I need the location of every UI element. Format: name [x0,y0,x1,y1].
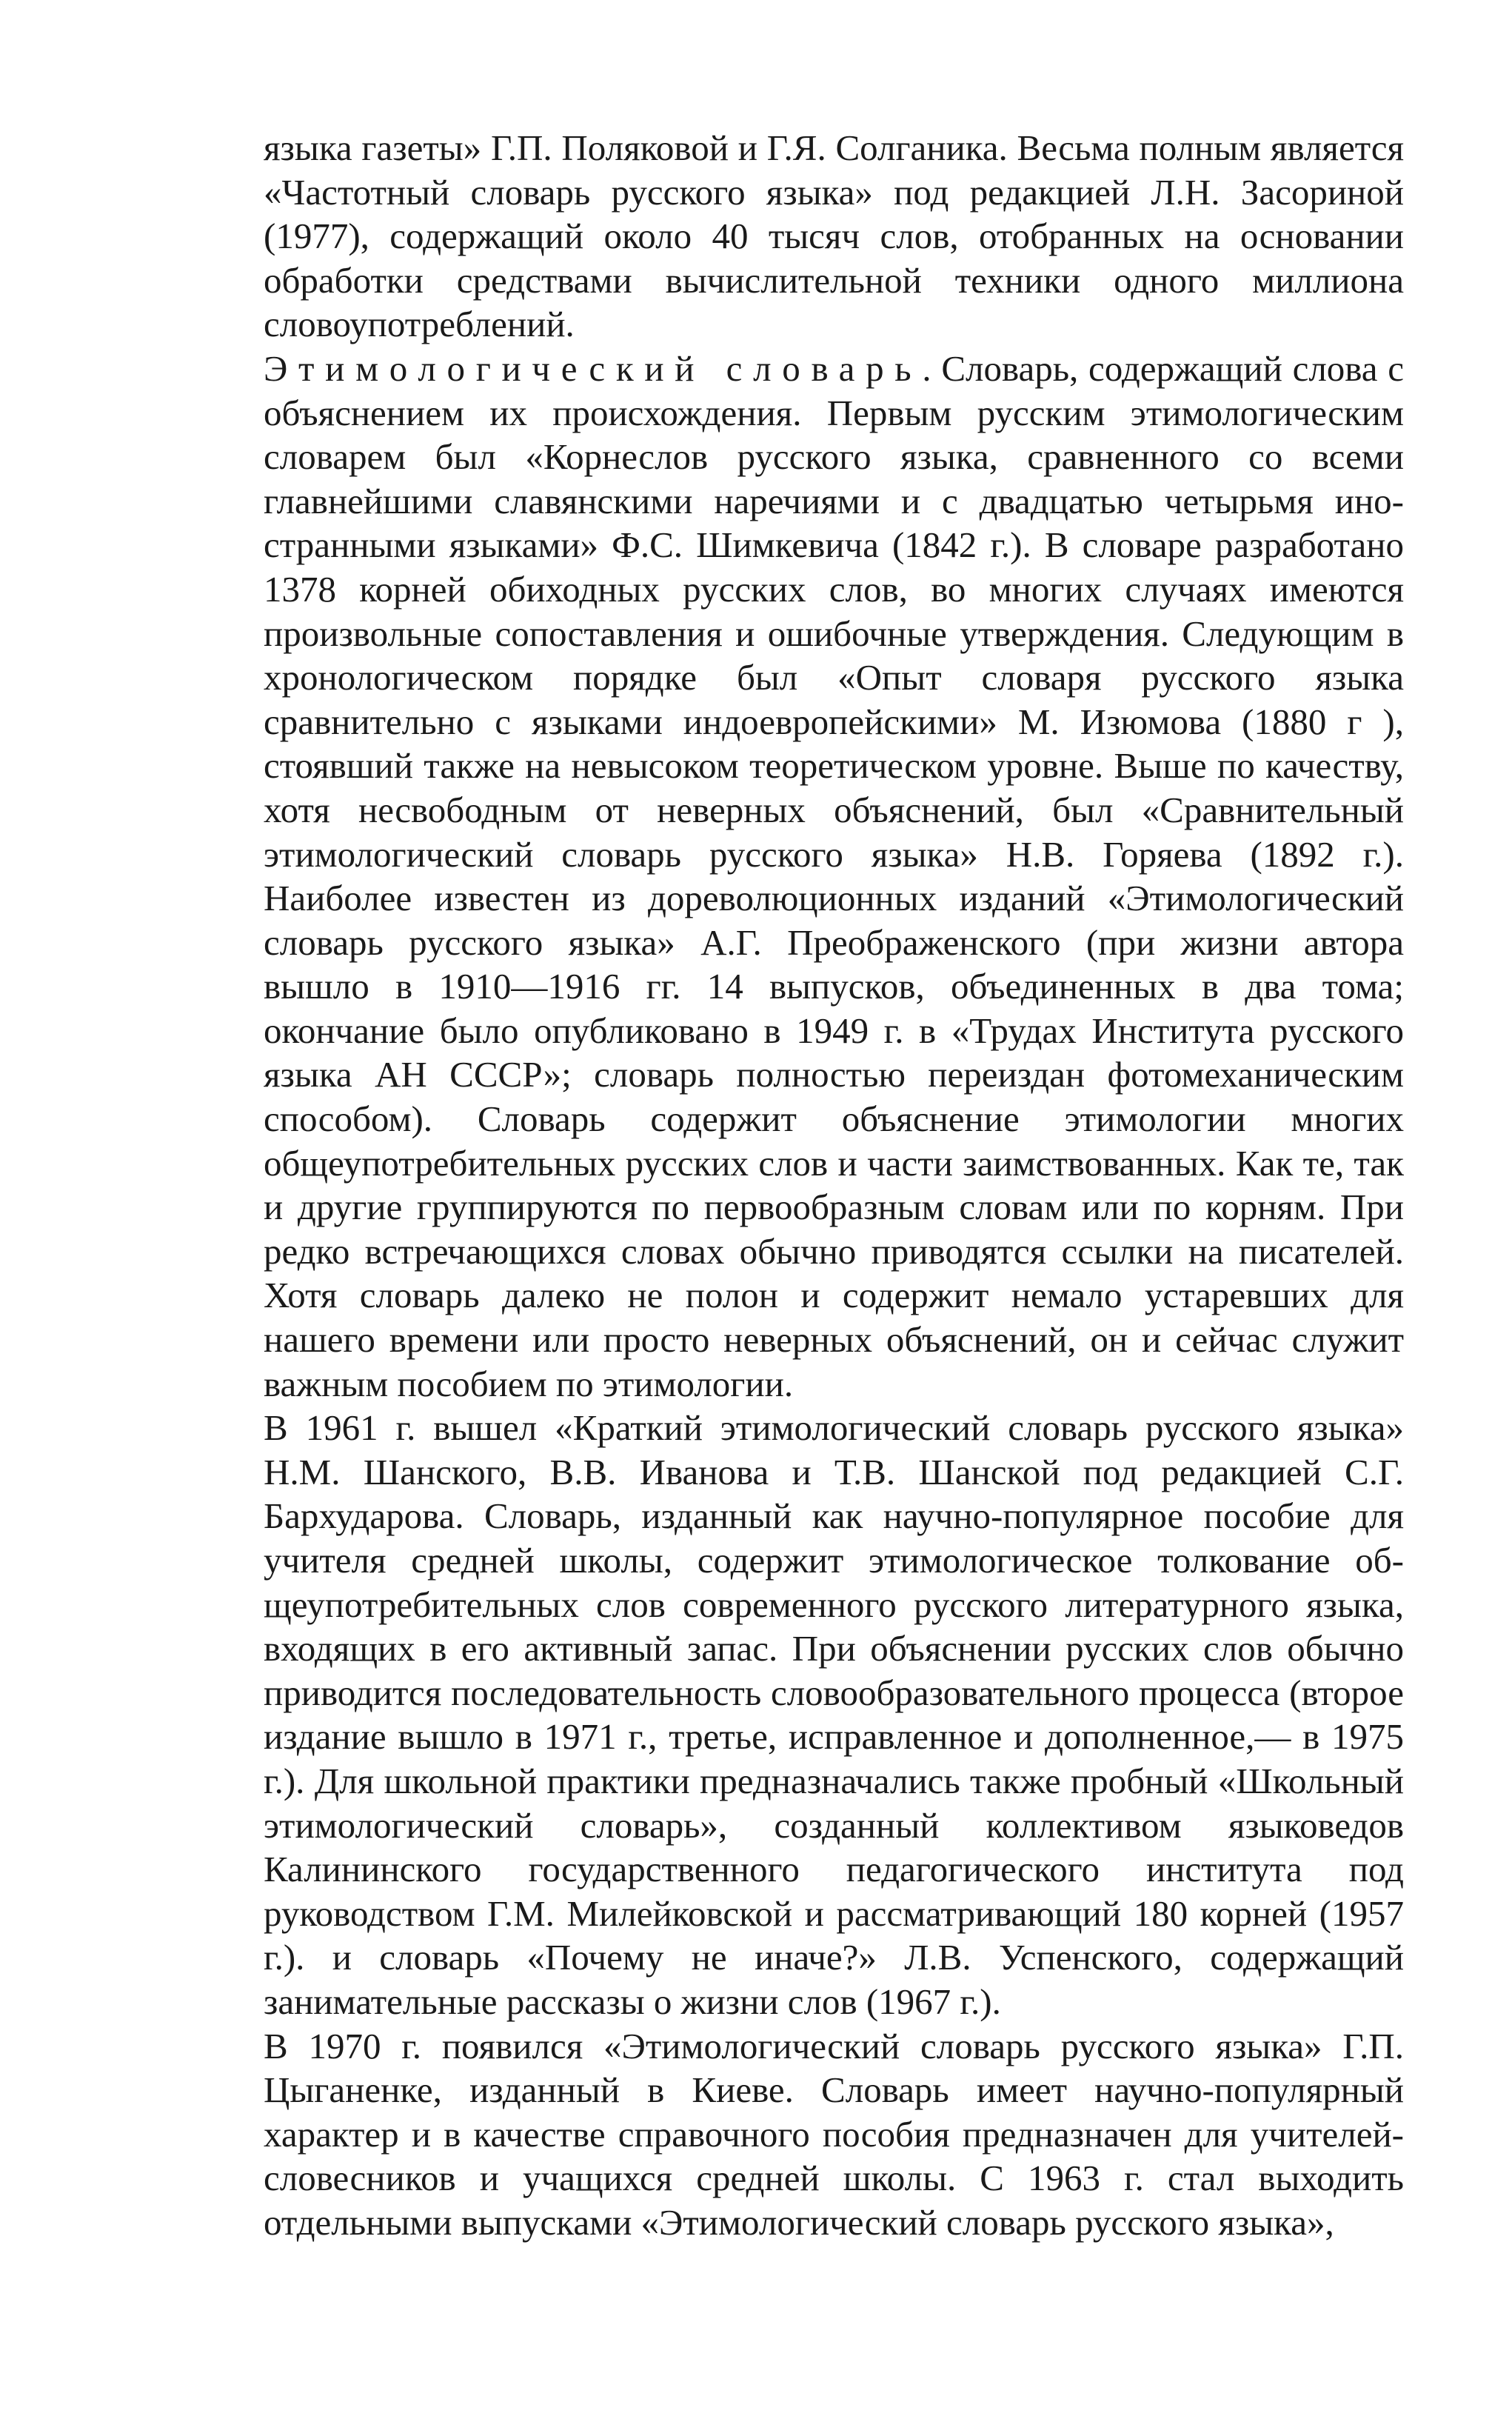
paragraph-etymological-dictionary [264,347,1404,1406]
spaced-term: Этимологический словарь [264,347,923,389]
paragraph-text: В 1970 г. появился «Этимологический словарь русского языка» Г.П. Цыганенке, изданный в Киеве. Словарь имеет научно-популярный характер и в качестве справочного пособия предназначен для учителей-словесников и учащихся средней школы. С 1963 г. стал выходить отдельными выпусками «Этимологический словарь русского языка», [264,2025,1404,2243]
paragraph-text: В 1961 г. вышел «Краткий этимологический словарь русского языка» Н.М. Шанского, В.В. Иванова и Т.В. Шанской под редакцией С.Г. Бархударова. Словарь, изданный как научно-популярное пособие для учителя средней школы, содержит этимологическое толкование общеупотребительных слов современного русского литературного языка, входящих в его активный запас. При объяснении русских слов обычно приводится последовательность словообразовательного процесса (второе издание вышло в 1971 г., третье, исправленное и дополненное,— в 1975 г.). Для школьной практики предназначались также пробный «Школьный этимологический словарь», созданный коллективом языковедов Калининского государственного педагогического института под руководством Г.М. Милейковской и рассматривающий 180 корней (1957 г.). и словарь «Почему не иначе?» Л.В. Успенского, содержащий занимательные рассказы о жизни слов (1967 г.). [264,1407,1404,2022]
paragraph-text: языка газеты» Г.П. Поляковой и Г.Я. Солганика. Весьма полным является «Частотный словарь русского языка» под редакцией Л.Н. Засориной (1977), содержащий около 40 тысяч слов, отобранных на основании обработки средствами вычислительной техники одного миллиона словоупотреблений. [264,127,1404,345]
page-body [264,126,1404,2245]
paragraph-text: . Словарь, содержащий слова с объяснением их происхождения. Первым русским этимологическим словарем был «Корнеслов русского языка, сравненного со всеми главнейшими славянскими наречиями и с двадцатью четырьмя иностранными языками» Ф.С. Шимкевича (1842 г.). В словаре разработано 1378 корней обиходных русских слов, во многих случаях имеются произвольные сопоставления и ошибочные утверждения. Следующим в хронологическом порядке был «Опыт словаря русского языка сравнительно с языками индоевропейскими» М. Изюмова (1880 г ), стоявший также на невысоком теоретическом уровне. Выше по качеству, хотя несвободным от неверных объяснений, был «Сравнительный этимологический словарь русского языка» Н.В. Горяева (1892 г.). Наиболее известен из дореволюционных изданий «Этимологический словарь русского языка» А.Г. Преображенского (при жизни автора вышло в 1910—1916 гг. 14 выпусков, объединенных в два тома; окончание было опубликовано в 1949 г. в «Трудах Института русского языка АН СССР»; словарь полностью переиздан фотомеханическим способом). Словарь содержит объяснение этимологии многих общеупотребительных русских слов и части заимствованных. Как те, так и другие группируются по первообразным словам или по корням. При редко встречающихся словах обычно приводятся ссылки на писателей. Хотя словарь далеко не полон и содержит немало устаревших для нашего времени или просто неверных объяснений, он и сейчас служит важным пособием по этимологии. [264,347,1404,1404]
paragraph-frequency-dictionaries [264,126,1404,347]
paragraph-short-etymological-dictionary [264,1406,1404,2023]
paragraph-tsyganenko-dictionary [264,2024,1404,2245]
